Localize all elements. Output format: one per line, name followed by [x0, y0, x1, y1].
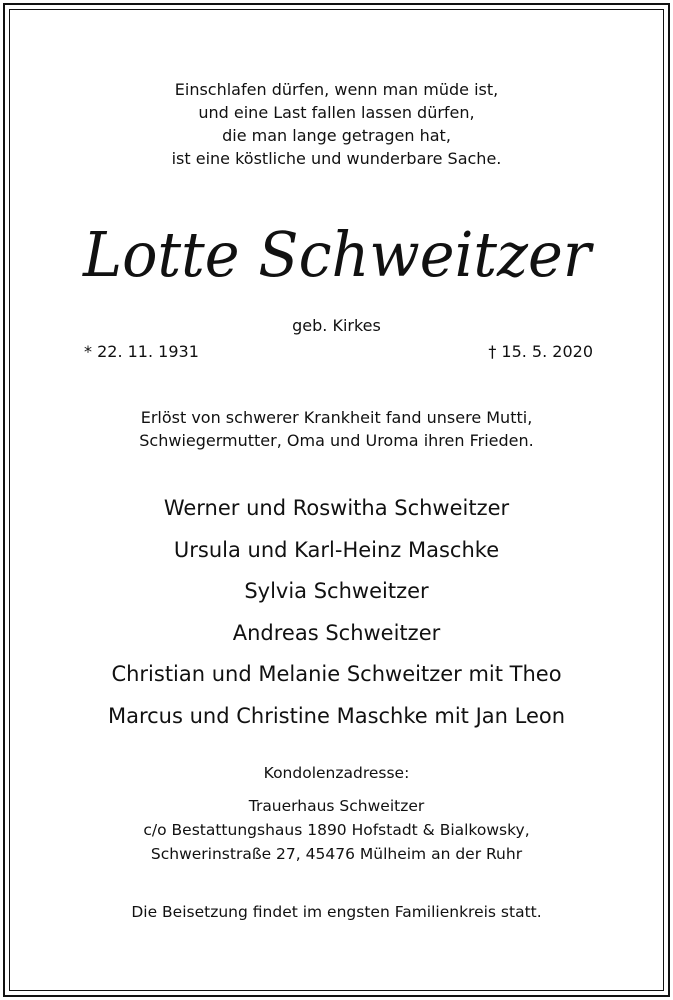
condolence-address	[0, 794, 673, 866]
poem-line: und eine Last fallen lassen dürfen,	[198, 103, 475, 122]
poem	[0, 78, 673, 170]
birth-name: geb. Kirkes	[292, 316, 381, 335]
poem-line: die man lange getragen hat,	[222, 126, 451, 145]
closing-note: Die Beisetzung findet im engsten Familienkreis statt.	[131, 903, 542, 921]
message-line: Erlöst von schwerer Krankheit fand unsere Mutti,	[140, 408, 533, 427]
mourner: Marcus und Christine Maschke mit Jan Leon	[107, 703, 566, 728]
poem-line: ist eine köstliche und wunderbare Sache.	[171, 149, 502, 168]
deceased-name-text: Lotte Schweitzer	[81, 218, 594, 291]
mourners-list	[0, 488, 673, 737]
mourner: Sylvia Schweitzer	[244, 579, 429, 603]
deceased-name	[0, 208, 673, 300]
death-date: † 15. 5. 2020	[488, 342, 593, 361]
poem-line: Einschlafen dürfen, wenn man müde ist,	[174, 80, 499, 99]
mourner: Ursula und Karl-Heinz Maschke	[173, 537, 500, 562]
address-line: c/o Bestattungshaus 1890 Hofstadt & Bialkowsky,	[143, 821, 530, 839]
condolence-label: Kondolenzadresse:	[263, 764, 410, 782]
message-line: Schwiegermutter, Oma und Uroma ihren Frieden.	[139, 431, 534, 450]
announcement-message	[0, 406, 673, 452]
mourner: Andreas Schweitzer	[232, 620, 441, 645]
birth-date: * 22. 11. 1931	[84, 342, 199, 361]
mourner: Werner und Roswitha Schweitzer	[163, 496, 510, 520]
address-line: Trauerhaus Schweitzer	[248, 797, 425, 815]
mourner: Christian und Melanie Schweitzer mit Theo	[111, 662, 562, 686]
deceased-name-script	[37, 208, 637, 300]
address-line: Schwerinstraße 27, 45476 Mülheim an der Ruhr	[150, 845, 523, 863]
